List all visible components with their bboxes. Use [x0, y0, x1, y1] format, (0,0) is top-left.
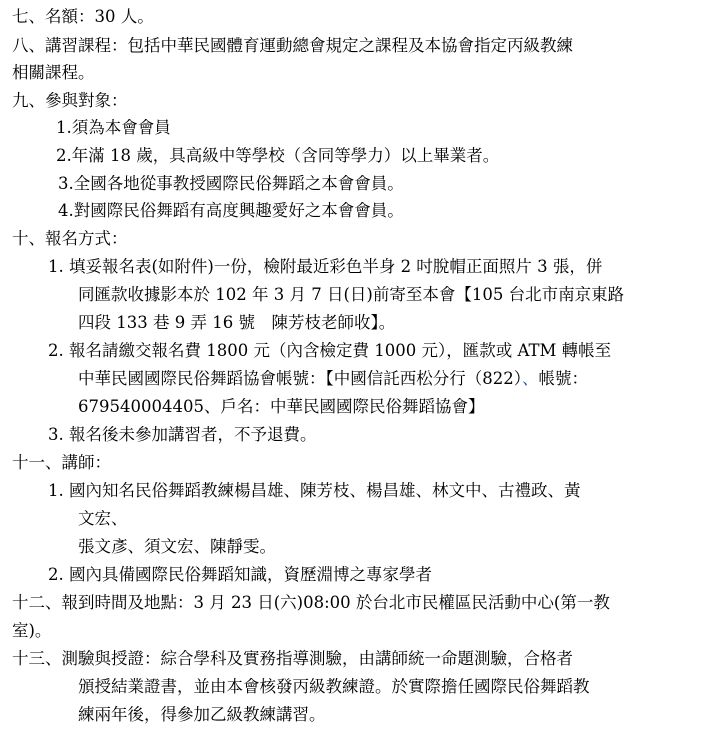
section-8-line-1: 八、講習課程：包括中華民國體育運動總會規定之課程及本協會指定丙級教練 — [12, 36, 573, 55]
section-9-heading: 九、參與對象： — [12, 91, 128, 110]
section-11-item-1-line-1: 1. 國內知名民俗舞蹈教練楊昌雄、陳芳枝、楊昌雄、林文中、古禮政、黃 — [48, 481, 581, 500]
section-10-item-1-line-1: 1. 填妥報名表(如附件)一份，檢附最近彩色半身 2 吋脫帽正面照片 3 張，併 — [48, 257, 603, 276]
section-10-item-2-line-1: 2. 報名請繳交報名費 1800 元（內含檢定費 1000 元），匯款或 ATM 轉帳至 — [48, 341, 612, 360]
section-10-item-1-line-3: 四段 133 巷 9 弄 16 號 陳芳枝老師收】。 — [78, 313, 396, 332]
section-9-item-4: 4.對國際民俗舞蹈有高度興趣愛好之本會會員。 — [58, 201, 404, 220]
section-8-line-2: 相關課程。 — [12, 63, 95, 82]
bank-account-intro: 中華民國國際民俗舞蹈協會帳號：【中國信託西松分行（822） — [78, 369, 522, 388]
section-12-line-2: 室)。 — [12, 621, 52, 640]
section-10-item-2-line-2 — [78, 368, 588, 390]
blue-comma: 、 — [522, 369, 539, 388]
section-11-item-1-line-3: 張文彥、須文宏、陳靜雯。 — [78, 537, 276, 556]
section-10-item-1-line-2: 同匯款收據影本於 102 年 3 月 7 日(日)前寄至本會【105 台北市南京東路 — [78, 285, 625, 304]
section-10-item-3: 3. 報名後未參加講習者，不予退費。 — [48, 425, 317, 444]
section-13-line-3: 練兩年後，得參加乙級教練講習。 — [78, 705, 326, 724]
section-10-heading: 十、報名方式： — [12, 229, 128, 248]
section-10-item-2-line-3: 679540004405、戶名：中華民國國際民俗舞蹈協會】 — [78, 397, 485, 416]
section-11-item-1-line-2: 文宏、 — [78, 509, 128, 528]
section-9-item-2: 2.年滿 18 歲，具高級中等學校（含同等學力）以上畢業者。 — [56, 146, 500, 165]
section-9-item-1: 1.須為本會會員 — [56, 118, 171, 137]
section-11-item-2: 2. 國內具備國際民俗舞蹈知識，資歷淵博之專家學者 — [48, 565, 432, 584]
account-label: 帳號： — [538, 369, 588, 388]
section-13-line-1: 十三、測驗與授證：綜合學科及實務指導測驗，由講師統一命題測驗，合格者 — [12, 649, 573, 668]
section-9-item-3: 3.全國各地從事教授國際民俗舞蹈之本會會員。 — [58, 174, 404, 193]
section-12-line-1: 十二、報到時間及地點：3 月 23 日(六)08:00 於台北市民權區民活動中心(第一教 — [12, 593, 610, 612]
section-11-heading: 十一、講師： — [12, 453, 111, 472]
section-7-quota: 七、名額：30 人。 — [12, 7, 154, 26]
section-13-line-2: 頒授結業證書，並由本會核發丙級教練證。於實際擔任國際民俗舞蹈教 — [78, 677, 590, 696]
